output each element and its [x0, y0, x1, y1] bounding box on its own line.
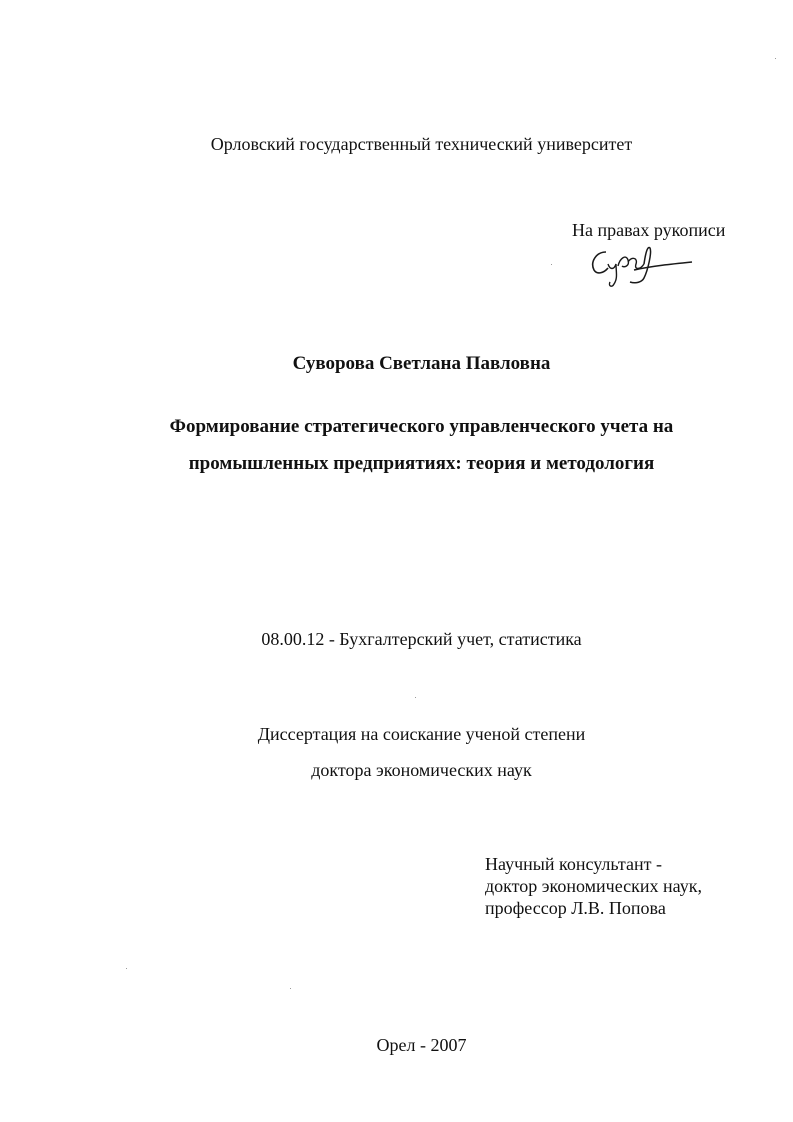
dissertation-title-line-2: промышленных предприятиях: теория и методология — [188, 453, 655, 474]
scan-speck — [551, 264, 552, 265]
dissertation-title-line-1: Формирование стратегического управленческого учета на — [169, 416, 674, 437]
degree-line-2: доктора экономических наук — [311, 760, 532, 780]
manuscript-rights-note: На правах рукописи — [572, 220, 726, 240]
author-name: Суворова Светлана Павловна — [292, 353, 551, 374]
scan-speck — [415, 697, 416, 698]
scan-speck — [775, 58, 776, 59]
handwritten-signature — [586, 240, 696, 295]
scan-speck — [126, 968, 127, 969]
specialty-code: 08.00.12 - Бухгалтерский учет, статистика — [261, 629, 582, 649]
advisor-title-name: профессор Л.В. Попова — [485, 898, 666, 918]
advisor-role: Научный консультант - — [485, 854, 662, 874]
scan-speck — [290, 988, 291, 989]
place-and-year: Орел - 2007 — [376, 1035, 467, 1055]
advisor-degree: доктор экономических наук, — [485, 876, 702, 896]
university-name: Орловский государственный технический университет — [210, 134, 633, 154]
degree-line-1: Диссертация на соискание ученой степени — [257, 724, 586, 744]
